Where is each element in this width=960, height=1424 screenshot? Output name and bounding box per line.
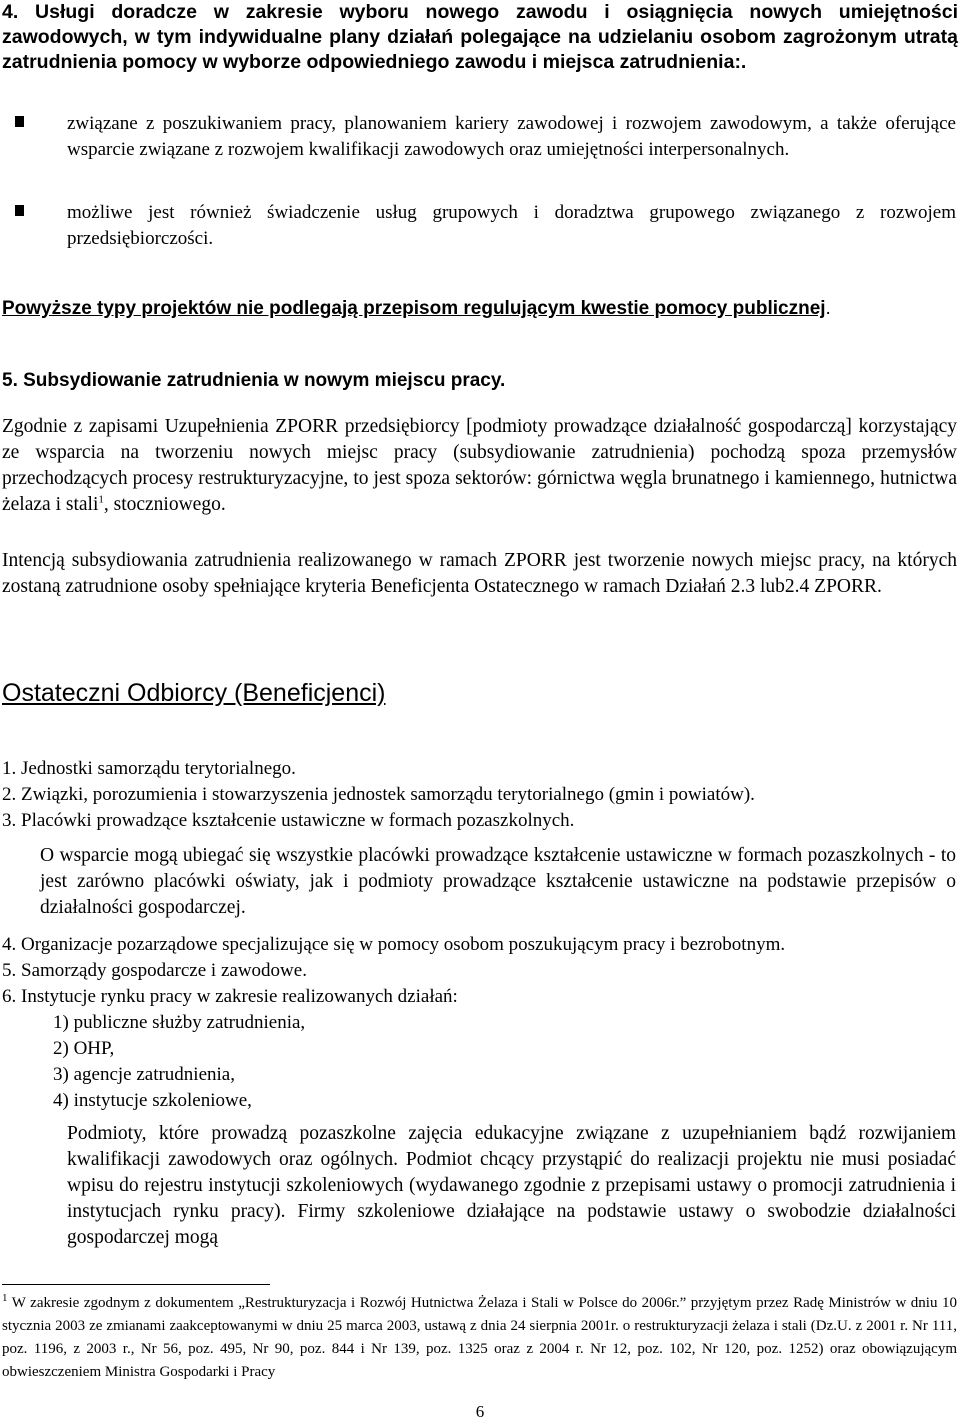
footnote-reference[interactable]: 1: [98, 493, 104, 506]
training-entities-paragraph: Podmioty, które prowadzą pozaszkolne zajęcia edukacyjne związane z uzupełnianiem bądź rozwijaniem kwalifikacji zawodowych oraz ogólnych. Podmiot chcący przystąpić do realizacji projektu nie musi posiadać wpisu do rejestru instytucji szkoleniowych (wydawanego zgodnie z przepisami ustawy o promocji zatrudnienia i instytucjach rynku pracy). Firmy szkoleniowe działające na podstawie ustawy o swobodzie działalności gospodarczej mogą: [67, 1123, 956, 1248]
beneficiary-item: 5. Samorządy gospodarcze i zawodowe.: [2, 960, 307, 981]
footnote-text: W zakresie zgodnym z dokumentem „Restrukturyzacja i Rozwój Hutnictwa Żelaza i Stali w Polsce do 2006r.” przyjętym przez Radę Ministrów w dniu 10 stycznia 2003 ze zmianami zaakceptowanymi w dniu 25 marca 2003, ustawą z dnia 24 sierpnia 2001r. o restrukturyzacji żelaza i stali (Dz.U. z 2001 r. Nr 111, poz. 1196, z 2003 r., Nr 56, poz. 495, Nr 90, poz. 844 i Nr 139, poz. 1325 oraz z 2004 r. Nr 12, poz. 102, Nr 120, poz. 1252) oraz obowiązującym obwieszczeniem Ministra Gospodarki i Pracy: [2, 1295, 957, 1380]
beneficiary-item: 4. Organizacje pozarządowe specjalizujące się w pomocy osobom poszukującym pracy i bezrobotnym.: [2, 934, 786, 955]
beneficiary-item: 1. Jednostki samorządu terytorialnego.: [2, 758, 296, 779]
paragraph-zporr: [2, 414, 957, 518]
public-aid-note-text: Powyższe typy projektów nie podlegają przepisom regulującym kwestie pomocy publicznej: [2, 298, 826, 319]
square-bullet-icon: [15, 116, 24, 127]
paragraph-zporr-end: , stoczniowego.: [103, 494, 226, 515]
bullet-text: związane z poszukiwaniem pracy, planowaniem kariery zawodowej i rozwojem zawodowym, a także oferujące wsparcie związane z rozwojem kwalifikacji zawodowych oraz umiejętności interpersonalnych.: [67, 113, 956, 160]
bullet-item: [67, 200, 956, 252]
labor-institution-item: 1) publiczne służby zatrudnienia,: [53, 1012, 306, 1033]
labor-institution-item: 3) agencje zatrudnienia,: [53, 1064, 235, 1085]
beneficiary-item: 6. Instytucje rynku pracy w zakresie realizowanych działań:: [2, 986, 458, 1007]
bullet-item: [67, 111, 956, 163]
labor-institution-item: 2) OHP,: [53, 1038, 115, 1059]
footnote: [2, 1292, 957, 1384]
beneficiary-item: 2. Związki, porozumienia i stowarzyszenia jednostek samorządu terytorialnego (gmin i powiatów).: [2, 784, 755, 805]
public-aid-note: [2, 298, 831, 320]
beneficiary-item: 3. Placówki prowadzące kształcenie ustawiczne w formach pozaszkolnych.: [2, 810, 575, 831]
page-number: 6: [475, 1402, 485, 1421]
footnote-mark: 1: [2, 1292, 8, 1304]
section-5-heading: 5. Subsydiowanie zatrudnienia w nowym miejscu pracy.: [2, 370, 506, 391]
public-aid-note-period: .: [825, 298, 831, 319]
section-4-heading: 4. Usługi doradcze w zakresie wyboru nowego zawodu i osiągnięcia nowych umiejętności zawodowych, w tym indywidualne plany działań polegające na udzielaniu osobom zagrożonym utratą zatrudnienia pomocy w wyborze odpowiedniego zawodu i miejsca zatrudnienia:.: [2, 1, 958, 73]
paragraph-zporr-text: Zgodnie z zapisami Uzupełnienia ZPORR przedsiębiorcy [podmioty prowadzące działalność gospodarczą] korzystający ze wsparcia na tworzeniu nowych miejsc pracy (subsydiowanie zatrudnienia) pochodzą spoza przemysłów przechodzących procesy restrukturyzacyjne, to jest spoza sektorów: górnictwa węgla brunatnego i kamiennego, hutnictwa żelaza i stali: [2, 416, 957, 515]
beneficiaries-heading: Ostateczni Odbiorcy (Beneficjenci): [2, 679, 386, 707]
footnote-separator: [2, 1284, 270, 1285]
paragraph-intention: Intencją subsydiowania zatrudnienia realizowanego w ramach ZPORR jest tworzenie nowych miejsc pracy, na których zostaną zatrudnione osoby spełniające kryteria Beneficjenta Ostatecznego w ramach Działań 2.3 lub2.4 ZPORR.: [2, 550, 957, 597]
square-bullet-icon: [15, 205, 24, 216]
bullet-text: możliwe jest również świadczenie usług grupowych i doradztwa grupowego związanego z rozwojem przedsiębiorczości.: [67, 202, 956, 249]
beneficiary-3-paragraph: O wsparcie mogą ubiegać się wszystkie placówki prowadzące kształcenie ustawiczne w formach pozaszkolnych - to jest zarówno placówki oświaty, jak i podmioty prowadzące kształcenie ustawiczne na podstawie przepisów o działalności gospodarczej.: [40, 845, 956, 918]
labor-institution-item: 4) instytucje szkoleniowe,: [53, 1090, 252, 1111]
